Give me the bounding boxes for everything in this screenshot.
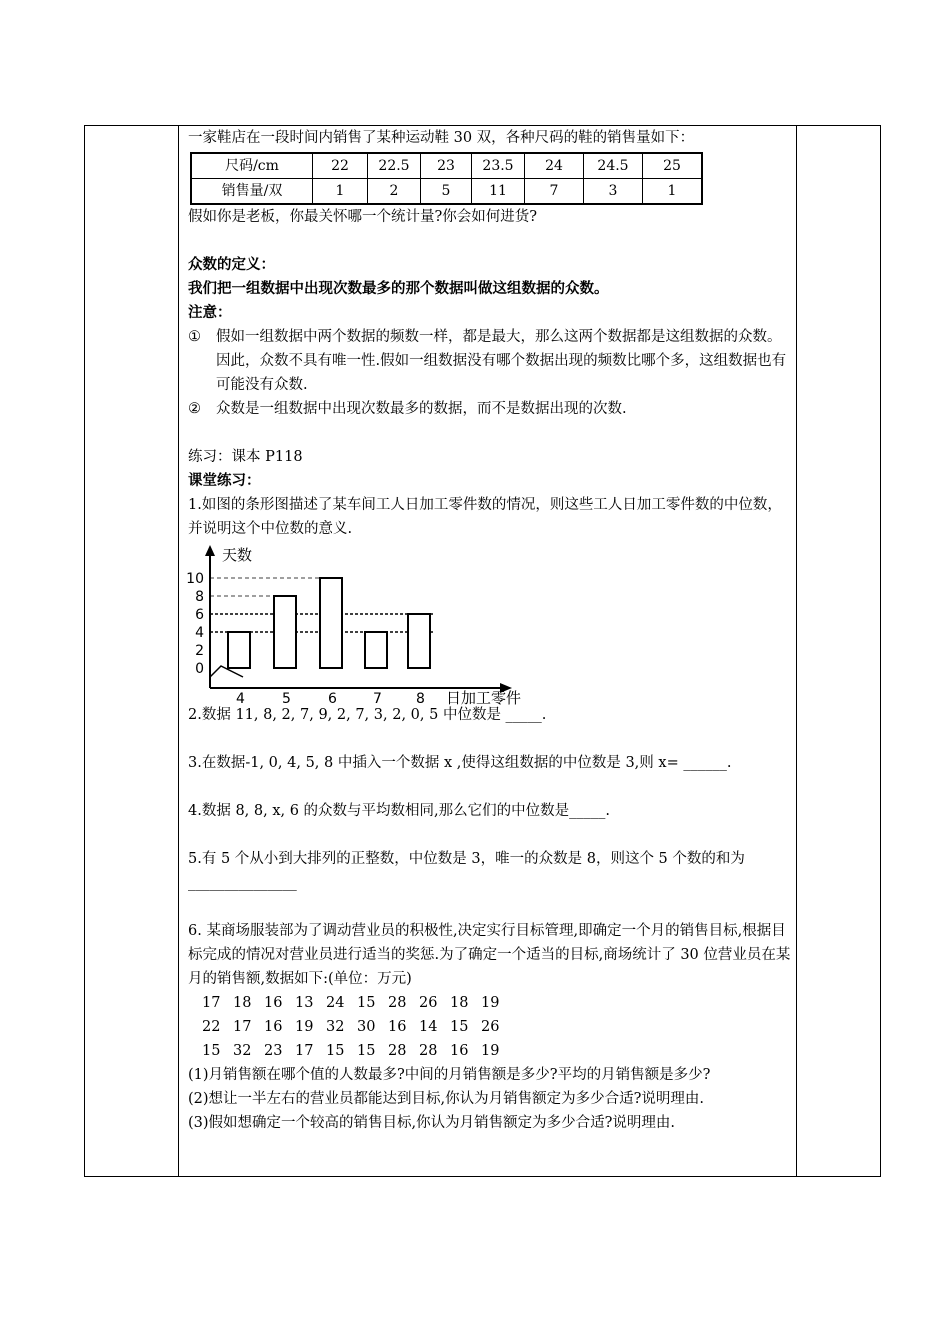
x-axis-label: 日加工零件 bbox=[446, 689, 522, 707]
spacer bbox=[188, 421, 795, 445]
size-cell: 22 bbox=[313, 153, 368, 179]
note-text-1: 假如一组数据中两个数据的频数一样，都是最大，那么这两个数据都是这组数据的众数。因此，众数不具有唯一性.假如一组数据没有哪个数据出现的频数比哪个多，这组数据也有可能没有众数. bbox=[216, 329, 787, 393]
question-6-part-2: (2)想让一半左右的营业员都能达到目标,你认为月销售额定为多少合适?说明理由. bbox=[188, 1091, 705, 1107]
question-1: 1.如图的条形图描述了某车间工人日加工零件数的情况，则这些工人日加工零件数的中位数，并说明这个中位数的意义. bbox=[188, 497, 782, 537]
x-tick-label: 7 bbox=[373, 691, 382, 707]
sales-cell: 7 bbox=[525, 179, 584, 205]
bar-7 bbox=[365, 632, 387, 668]
bar-chart-container bbox=[186, 543, 795, 707]
y-tick-label: 4 bbox=[195, 625, 204, 641]
intro-text: 一家鞋店在一段时间内销售了某种运动鞋 30 双，各种尺码的鞋的销售量如下： bbox=[188, 130, 695, 146]
sales-value: 17 bbox=[295, 1043, 314, 1059]
class-exercise-title: 课堂练习： bbox=[188, 472, 261, 489]
spacer bbox=[188, 823, 795, 847]
sales-value: 22 bbox=[202, 1019, 221, 1035]
sales-cell: 5 bbox=[421, 179, 472, 205]
note-marker-1: ① bbox=[188, 329, 201, 345]
lesson-table-frame bbox=[84, 125, 881, 1177]
lesson-content bbox=[188, 126, 795, 1135]
size-row-label: 尺码/cm bbox=[191, 153, 313, 179]
sales-value: 19 bbox=[481, 1043, 500, 1059]
sales-value: 16 bbox=[388, 1019, 407, 1035]
sales-value: 23 bbox=[264, 1043, 283, 1059]
y-axis-arrow-icon bbox=[205, 545, 215, 556]
sales-cell: 3 bbox=[584, 179, 643, 205]
sales-data-row-1 bbox=[188, 991, 795, 1015]
note-item-1 bbox=[188, 325, 795, 397]
sales-cell: 11 bbox=[472, 179, 525, 205]
size-cell: 24 bbox=[525, 153, 584, 179]
sales-value: 18 bbox=[233, 995, 252, 1011]
question-2: 2.数据 11, 8, 2, 7, 9, 2, 7, 3, 2, 0, 5 中位数是 _____. bbox=[188, 707, 547, 723]
size-cell: 23.5 bbox=[472, 153, 525, 179]
y-tick-label: 2 bbox=[195, 643, 204, 659]
size-cell: 22.5 bbox=[368, 153, 421, 179]
sales-data-row-3 bbox=[188, 1039, 795, 1063]
bar-8 bbox=[408, 614, 430, 668]
bar-4 bbox=[228, 632, 250, 668]
sales-value: 16 bbox=[264, 995, 283, 1011]
y-axis-label: 天数 bbox=[222, 546, 253, 564]
sales-value: 28 bbox=[388, 995, 407, 1011]
mode-definition-title: 众数的定义： bbox=[188, 256, 275, 273]
shoe-size-table bbox=[190, 152, 703, 205]
x-tick-label: 4 bbox=[236, 691, 245, 707]
mode-definition: 我们把一组数据中出现次数最多的那个数据叫做这组数据的众数。 bbox=[188, 280, 609, 297]
note-text-2: 众数是一组数据中出现次数最多的数据，而不是数据出现的次数. bbox=[216, 401, 627, 417]
size-cell: 24.5 bbox=[584, 153, 643, 179]
size-row bbox=[191, 153, 702, 179]
size-cell: 23 bbox=[421, 153, 472, 179]
sales-value: 24 bbox=[326, 995, 345, 1011]
sales-value: 15 bbox=[202, 1043, 221, 1059]
sales-data-row-2 bbox=[188, 1015, 795, 1039]
sales-value: 30 bbox=[357, 1019, 376, 1035]
sales-row-label: 销售量/双 bbox=[191, 179, 313, 205]
bar-5 bbox=[274, 596, 296, 668]
sales-value: 17 bbox=[233, 1019, 252, 1035]
sales-value: 26 bbox=[419, 995, 438, 1011]
sales-value: 16 bbox=[264, 1019, 283, 1035]
spacer bbox=[188, 775, 795, 799]
x-tick-label: 8 bbox=[416, 691, 425, 707]
sales-value: 13 bbox=[295, 995, 314, 1011]
sales-value: 15 bbox=[326, 1043, 345, 1059]
sales-value: 32 bbox=[326, 1019, 345, 1035]
sales-cell: 1 bbox=[313, 179, 368, 205]
sales-value: 17 bbox=[202, 995, 221, 1011]
bar-6 bbox=[320, 578, 342, 668]
bar-chart bbox=[186, 543, 548, 707]
sales-value: 15 bbox=[357, 995, 376, 1011]
spacer bbox=[188, 895, 795, 919]
sales-value: 28 bbox=[388, 1043, 407, 1059]
boss-question: 假如你是老板，你最关怀哪一个统计量?你会如何进货? bbox=[188, 209, 538, 225]
x-tick-label: 6 bbox=[328, 691, 337, 707]
sales-value: 14 bbox=[419, 1019, 438, 1035]
y-tick-label: 0 bbox=[195, 661, 204, 677]
y-tick-label: 10 bbox=[186, 571, 204, 587]
question-5: 5.有 5 个从小到大排列的正整数，中位数是 3，唯一的众数是 8，则这个 5 个数的和为_______________ bbox=[188, 851, 745, 891]
sales-cell: 2 bbox=[368, 179, 421, 205]
sales-cell: 1 bbox=[643, 179, 703, 205]
sales-value: 32 bbox=[233, 1043, 252, 1059]
y-tick-label: 6 bbox=[195, 607, 204, 623]
note-title: 注意： bbox=[188, 304, 232, 321]
sales-value: 26 bbox=[481, 1019, 500, 1035]
x-tick-label: 5 bbox=[282, 691, 291, 707]
spacer bbox=[188, 727, 795, 751]
size-cell: 25 bbox=[643, 153, 703, 179]
sales-value: 15 bbox=[357, 1043, 376, 1059]
note-marker-2: ② bbox=[188, 401, 201, 417]
column-divider-right bbox=[796, 126, 797, 1176]
exercise-reference: 练习：课本 P118 bbox=[188, 449, 303, 465]
sales-value: 16 bbox=[450, 1043, 469, 1059]
sales-value: 18 bbox=[450, 995, 469, 1011]
sales-value: 28 bbox=[419, 1043, 438, 1059]
question-6-part-1: (1)月销售额在哪个值的人数最多?中间的月销售额是多少?平均的月销售额是多少? bbox=[188, 1067, 711, 1083]
sales-row bbox=[191, 179, 702, 205]
question-6: 6. 某商场服装部为了调动营业员的积极性,决定实行目标管理,即确定一个月的销售目标,根据目标完成的情况对营业员进行适当的奖惩.为了确定一个适当的目标,商场统计了 30 位营业员在某月的销售额,数据如下:(单位：万元) bbox=[188, 923, 791, 987]
question-4: 4.数据 8, 8, x, 6 的众数与平均数相同,那么它们的中位数是_____. bbox=[188, 803, 611, 819]
question-6-part-3: (3)假如想确定一个较高的销售目标,你认为月销售额定为多少合适?说明理由. bbox=[188, 1115, 676, 1131]
note-item-2 bbox=[188, 397, 795, 421]
question-3: 3.在数据-1, 0, 4, 5, 8 中插入一个数据 x ,使得这组数据的中位数是 3,则 x= ______. bbox=[188, 755, 732, 771]
column-divider-left bbox=[178, 126, 179, 1176]
sales-value: 19 bbox=[481, 995, 500, 1011]
spacer bbox=[188, 229, 795, 253]
sales-value: 15 bbox=[450, 1019, 469, 1035]
sales-value: 19 bbox=[295, 1019, 314, 1035]
y-tick-label: 8 bbox=[195, 589, 204, 605]
